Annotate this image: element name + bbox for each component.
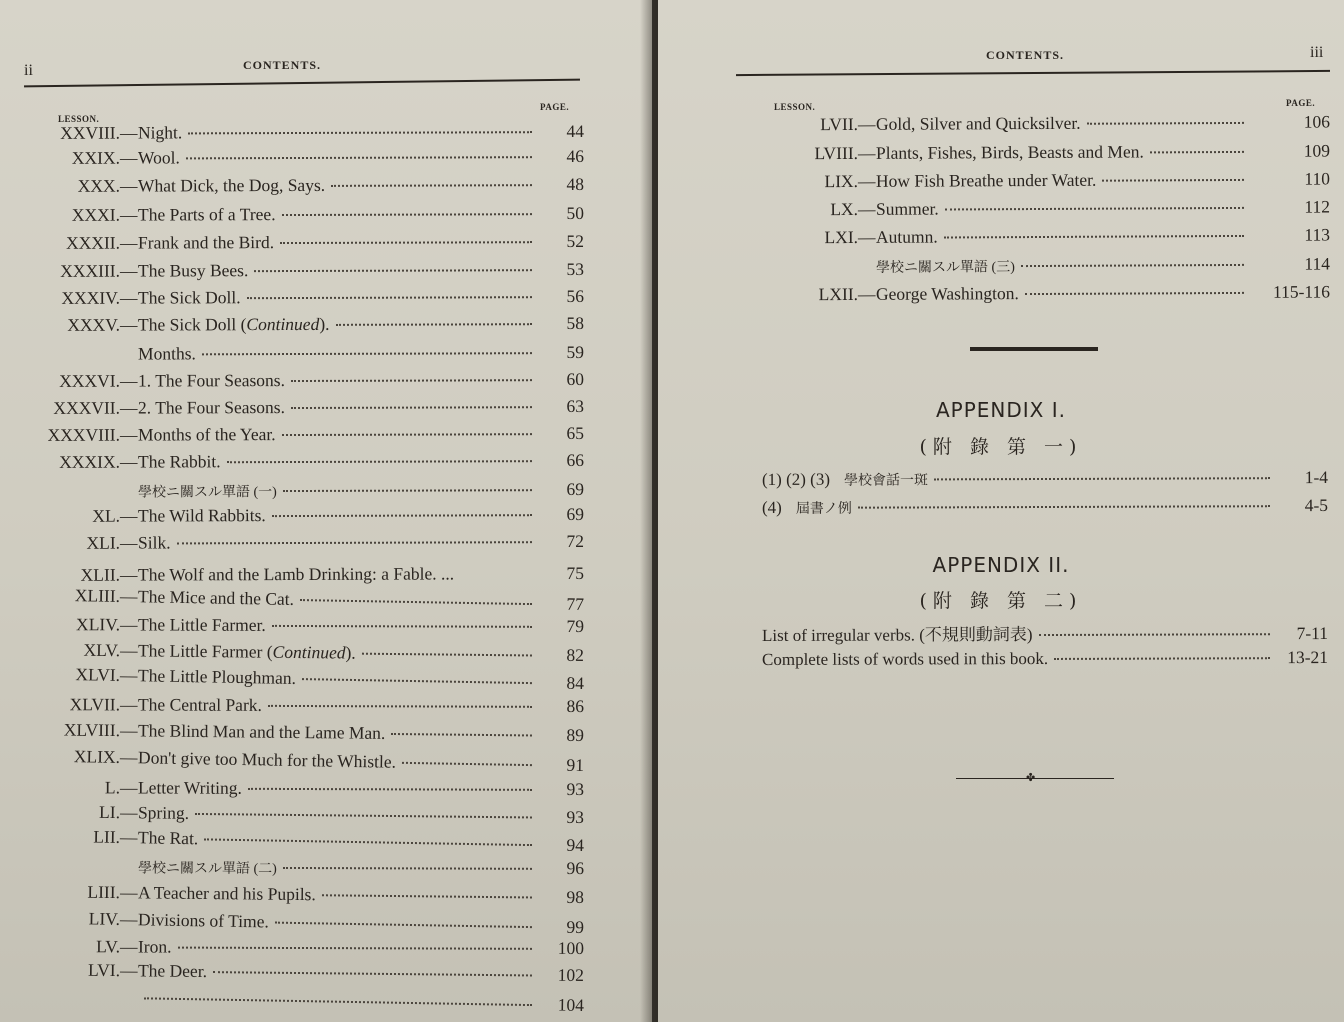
header-rule xyxy=(24,79,580,88)
appendix-entry xyxy=(762,647,1328,670)
page-ref: 56 xyxy=(566,285,585,307)
appendix-label: (1) (2) (3) xyxy=(761,469,831,489)
lesson-dash: — xyxy=(119,532,138,553)
leader-dots xyxy=(1025,292,1244,295)
lesson-title: The Blind Man and the Lame Man. xyxy=(137,720,386,743)
leader-dots xyxy=(272,625,532,628)
lesson-dash: — xyxy=(119,397,138,418)
header-rule xyxy=(736,70,1330,76)
page-ref: 13-21 xyxy=(1287,647,1329,668)
appendix-title: Complete lists of words used in this book. xyxy=(761,648,1049,669)
lesson-title: The Wolf and the Lamb Drinking: a Fable. ... xyxy=(137,563,455,585)
toc-entry xyxy=(10,801,584,828)
page-ref: 77 xyxy=(566,593,585,615)
leader-dots xyxy=(186,156,532,159)
toc-entry xyxy=(10,825,584,856)
page-ref: 112 xyxy=(1304,196,1331,217)
lesson-dash: — xyxy=(857,113,876,134)
page-ref: 46 xyxy=(566,145,585,167)
lesson-dash: — xyxy=(119,777,138,798)
page-ref: 4-5 xyxy=(1304,495,1329,516)
lesson-number: XLVII. xyxy=(69,694,121,715)
toc-entry xyxy=(10,146,584,169)
lesson-number: LVII. xyxy=(820,113,859,135)
toc-entry xyxy=(10,423,584,446)
right-page xyxy=(658,0,1344,1022)
lesson-title: Frank and the Bird. xyxy=(137,232,275,253)
lesson-title: 學校ニ關スル單語 (三) xyxy=(875,260,1015,276)
lesson-dash: — xyxy=(119,314,138,335)
lesson-title: The Wild Rabbits. xyxy=(137,505,266,526)
lesson-number: XL. xyxy=(92,505,121,526)
appendix-title: 學校會話一斑 xyxy=(843,473,929,489)
lesson-dash: — xyxy=(119,122,138,143)
lesson-number: XXXIV. xyxy=(61,287,121,308)
lesson-title: Divisions of Time. xyxy=(137,909,270,932)
leader-dots xyxy=(254,269,532,272)
lesson-title: Letter Writing. xyxy=(137,777,242,798)
leader-dots xyxy=(944,235,1244,239)
toc-entry xyxy=(10,504,584,527)
lesson-title: Summer. xyxy=(875,198,939,219)
toc-entry xyxy=(10,719,584,746)
leader-dots xyxy=(945,207,1244,211)
lesson-dash: — xyxy=(119,640,138,661)
leader-dots xyxy=(1087,122,1244,125)
toc-entry xyxy=(10,479,584,502)
lesson-title: The Deer. xyxy=(137,960,208,982)
lesson-title: Months of the Year. xyxy=(137,424,276,445)
page-ref: 100 xyxy=(557,937,585,959)
page-ref: 114 xyxy=(1304,253,1331,274)
leader-dots xyxy=(282,433,532,436)
lesson-title: The Little Ploughman. xyxy=(137,665,297,688)
lesson-title: 1. The Four Seasons. xyxy=(137,370,286,391)
lesson-dash: — xyxy=(857,142,876,163)
page-column-label: PAGE. xyxy=(540,102,570,112)
leader-dots xyxy=(178,947,532,950)
toc-entry xyxy=(10,342,584,365)
lesson-dash: — xyxy=(119,451,138,472)
appendix-2-subtitle: (附 錄 第 二) xyxy=(919,590,1083,612)
toc-entry xyxy=(10,396,584,419)
lesson-dash: — xyxy=(119,908,138,930)
leader-dots xyxy=(291,406,532,409)
lesson-dash: — xyxy=(119,147,138,168)
lesson-number: XLII. xyxy=(80,564,121,585)
page-ref: 75 xyxy=(566,562,585,584)
page-ref: 98 xyxy=(566,886,585,908)
page-ref: 89 xyxy=(566,724,585,746)
page-ref: 59 xyxy=(566,341,585,363)
lesson-number: XLIX. xyxy=(73,746,121,767)
lesson-number: XLVI. xyxy=(75,664,121,685)
appendix-2-title: APPENDIX II. xyxy=(932,553,1070,577)
page-ref: 72 xyxy=(566,530,585,552)
lesson-title: What Dick, the Dog, Says. xyxy=(137,174,326,196)
lesson-title: Silk. xyxy=(137,532,171,553)
leader-dots xyxy=(331,184,532,187)
page-ref: 60 xyxy=(566,368,585,390)
toc-entry xyxy=(748,224,1330,248)
lesson-title: Months. xyxy=(137,343,196,364)
toc-entry xyxy=(748,281,1330,305)
lesson-dash: — xyxy=(119,694,138,715)
lesson-column-label: LESSON. xyxy=(774,102,816,112)
toc-entry xyxy=(10,985,584,1016)
page-ref: 84 xyxy=(566,672,585,694)
appendix-title: 屆書ノ例 xyxy=(795,501,852,517)
leader-dots xyxy=(282,213,532,216)
page-ref: 69 xyxy=(566,478,585,500)
leader-dots xyxy=(934,477,1270,480)
lesson-number: XLVIII. xyxy=(63,719,121,741)
page-ref: 79 xyxy=(566,615,585,637)
page-ref: 106 xyxy=(1303,111,1331,132)
page-ref: 102 xyxy=(557,964,585,986)
page-header: CONTENTS. xyxy=(986,48,1065,62)
leader-dots xyxy=(283,867,532,870)
appendix-entry xyxy=(762,495,1328,518)
lesson-dash: — xyxy=(119,287,138,308)
leader-dots xyxy=(1054,657,1270,660)
lesson-number: LVI. xyxy=(87,959,121,981)
lesson-number: XLV. xyxy=(83,639,121,661)
toc-entry xyxy=(10,639,584,666)
lesson-number: XLIV. xyxy=(76,614,121,635)
lesson-number: XXXVII. xyxy=(53,397,121,418)
leader-dots xyxy=(177,541,532,544)
toc-entry xyxy=(10,174,584,197)
leader-dots xyxy=(144,997,532,1006)
lesson-column-label: LESSON. xyxy=(58,114,100,124)
page-ref: 82 xyxy=(566,644,585,666)
lesson-title: How Fish Breathe under Water. xyxy=(875,169,1097,191)
leader-dots xyxy=(248,788,532,791)
leader-dots xyxy=(322,894,532,898)
lesson-title: Gold, Silver and Quicksilver. xyxy=(875,112,1081,134)
toc-entry xyxy=(748,168,1330,192)
page-ref: 65 xyxy=(566,422,585,444)
lesson-title: Spring. xyxy=(137,802,190,823)
lesson-dash: — xyxy=(119,585,138,607)
leader-dots xyxy=(275,922,532,928)
leader-dots xyxy=(1102,179,1244,182)
lesson-number: LXI. xyxy=(824,226,859,248)
page-number: iii xyxy=(1310,44,1324,61)
lesson-number: XXXI. xyxy=(71,204,121,225)
lesson-title: Plants, Fishes, Birds, Beasts and Men. xyxy=(875,141,1144,163)
toc-entry xyxy=(10,856,584,879)
lesson-title: The Rabbit. xyxy=(137,451,221,472)
lesson-dash: — xyxy=(119,370,138,391)
left-page xyxy=(0,0,652,1022)
lesson-number: LV. xyxy=(96,936,121,957)
page-ref: 66 xyxy=(566,449,585,471)
lesson-number: XXXV. xyxy=(67,314,121,335)
page-ref: 7-11 xyxy=(1296,623,1329,644)
toc-entry xyxy=(10,313,584,336)
leader-dots xyxy=(402,762,532,766)
lesson-dash: — xyxy=(857,170,876,191)
lesson-dash: — xyxy=(857,283,876,304)
lesson-dash: — xyxy=(119,260,138,281)
lesson-title: The Little Farmer (Continued). xyxy=(137,640,356,663)
toc-entry xyxy=(10,959,584,986)
toc-entry xyxy=(10,745,584,776)
lesson-dash: — xyxy=(119,720,138,741)
toc-entry xyxy=(10,121,584,144)
page-ref: 109 xyxy=(1303,140,1331,161)
lesson-number: XLI. xyxy=(86,532,121,553)
toc-entry xyxy=(10,881,584,908)
leader-dots xyxy=(300,599,532,605)
lesson-title: Autumn. xyxy=(875,226,938,247)
leader-dots xyxy=(272,514,532,517)
lesson-number: XXXII. xyxy=(66,232,121,253)
toc-entry xyxy=(10,614,584,637)
lesson-dash: — xyxy=(119,204,138,225)
page-ref: 110 xyxy=(1304,168,1331,189)
lesson-number xyxy=(10,1001,120,1003)
lesson-title: The Busy Bees. xyxy=(137,260,249,281)
page-ref: 93 xyxy=(566,778,585,800)
lesson-number: LIV. xyxy=(88,908,121,929)
leader-dots xyxy=(195,813,532,819)
toc-entry xyxy=(10,584,584,615)
lesson-title: 2. The Four Seasons. xyxy=(137,397,286,418)
toc-entry xyxy=(10,694,584,717)
leader-dots xyxy=(280,241,532,244)
lesson-title: The Parts of a Tree. xyxy=(137,204,276,225)
toc-entry xyxy=(10,369,584,392)
lesson-number xyxy=(748,272,858,273)
toc-entry xyxy=(10,663,584,694)
toc-entry xyxy=(748,111,1330,135)
page-ref: 91 xyxy=(566,754,585,776)
page-ref: 50 xyxy=(566,202,585,224)
page-header: CONTENTS. xyxy=(243,58,322,72)
page-ref: 99 xyxy=(566,916,585,938)
leader-dots xyxy=(283,489,532,492)
ornament-icon: ✤ xyxy=(1026,771,1036,784)
leader-dots xyxy=(291,379,532,382)
lesson-title: The Sick Doll. xyxy=(137,287,241,308)
lesson-dash: — xyxy=(119,424,138,445)
page-ref: 48 xyxy=(566,173,585,195)
leader-dots xyxy=(1150,151,1244,153)
lesson-dash: — xyxy=(119,746,138,768)
leader-dots xyxy=(188,131,532,134)
lesson-number: XXIX. xyxy=(71,147,121,168)
lesson-number: LX. xyxy=(830,198,859,220)
lesson-dash: — xyxy=(119,882,138,903)
lesson-title: The Central Park. xyxy=(137,694,262,715)
leader-dots xyxy=(1021,264,1244,267)
page-ref: 96 xyxy=(566,857,585,879)
appendix-entry xyxy=(762,467,1328,490)
lesson-number: XXX. xyxy=(77,175,121,196)
leader-dots xyxy=(213,971,532,976)
toc-entry xyxy=(10,531,584,554)
toc-entry xyxy=(748,253,1330,277)
leader-dots xyxy=(858,505,1270,508)
lesson-number: XXXVI. xyxy=(59,370,121,391)
lesson-title: 學校ニ關スル單語 (二) xyxy=(137,861,277,877)
lesson-dash: — xyxy=(119,614,138,635)
page-ref: 63 xyxy=(566,395,585,417)
appendix-entry xyxy=(762,619,1328,646)
lesson-number: L. xyxy=(104,777,121,798)
toc-entry xyxy=(10,286,584,309)
lesson-title: 學校ニ關スル單語 (一) xyxy=(137,485,277,501)
toc-entry xyxy=(10,563,584,586)
lesson-title: The Rat. xyxy=(137,827,199,849)
lesson-number: XXXVIII. xyxy=(47,424,121,445)
leader-dots xyxy=(1039,633,1270,636)
page-column-label: PAGE. xyxy=(1286,98,1316,108)
lesson-dash: — xyxy=(119,664,138,686)
leader-dots xyxy=(302,678,532,684)
page-number: ii xyxy=(24,62,33,79)
toc-entry xyxy=(10,203,584,226)
section-divider xyxy=(970,347,1098,351)
lesson-number: XXXIII. xyxy=(60,260,121,281)
toc-entry xyxy=(10,231,584,254)
lesson-title: The Sick Doll (Continued). xyxy=(137,313,330,335)
toc-entry xyxy=(10,907,584,938)
toc-entry xyxy=(748,196,1330,220)
lesson-title: Night. xyxy=(137,122,183,143)
page-ref: 58 xyxy=(566,312,585,334)
lesson-title: The Mice and the Cat. xyxy=(137,586,295,609)
appendix-1-title: APPENDIX I. xyxy=(935,398,1066,422)
toc-entry xyxy=(10,450,584,473)
page-ref: 53 xyxy=(566,258,585,280)
lesson-title: The Little Farmer. xyxy=(137,614,266,635)
lesson-dash: — xyxy=(119,936,138,957)
page-ref: 93 xyxy=(566,806,585,828)
page-ref: 1-4 xyxy=(1304,467,1329,488)
lesson-dash: — xyxy=(119,960,138,981)
lesson-number: LI. xyxy=(99,801,121,823)
appendix-label: (4) xyxy=(761,497,782,517)
lesson-dash: — xyxy=(119,505,138,526)
lesson-number: XLIII. xyxy=(74,585,121,606)
leader-dots xyxy=(204,838,532,846)
leader-dots xyxy=(227,460,532,463)
toc-entry xyxy=(10,259,584,282)
toc-entry xyxy=(748,140,1330,164)
lesson-number: XXXIX. xyxy=(59,451,121,472)
lesson-number: LII. xyxy=(93,826,121,847)
page-ref: 86 xyxy=(566,695,585,717)
leader-dots xyxy=(362,653,532,657)
lesson-dash: — xyxy=(119,232,138,253)
lesson-number: LIII. xyxy=(87,881,121,903)
toc-entry xyxy=(10,936,584,959)
leader-dots xyxy=(391,733,532,736)
page-ref: 94 xyxy=(566,834,585,856)
lesson-number: XXVIII. xyxy=(60,122,121,143)
page-ref: 69 xyxy=(566,503,585,525)
page-ref: 44 xyxy=(566,120,585,142)
page-ref: 115-116 xyxy=(1272,281,1331,302)
lesson-dash: — xyxy=(119,564,138,585)
lesson-title: Wool. xyxy=(137,147,180,168)
leader-dots xyxy=(336,323,532,326)
lesson-dash: — xyxy=(857,226,876,247)
page-ref: 52 xyxy=(566,230,585,252)
lesson-dash: — xyxy=(119,175,138,196)
lesson-number: LXII. xyxy=(818,283,859,305)
leader-dots xyxy=(202,352,532,355)
lesson-number: LIX. xyxy=(824,170,859,192)
lesson-title: Iron. xyxy=(137,936,172,957)
lesson-dash: — xyxy=(119,826,138,848)
leader-dots xyxy=(268,705,532,708)
lesson-dash: — xyxy=(119,802,138,823)
leader-dots xyxy=(247,296,532,299)
toc-entry xyxy=(10,777,584,800)
lesson-dash: — xyxy=(857,198,876,219)
appendix-title: List of irregular verbs. (不規則動詞表) xyxy=(761,625,1033,645)
page-ref: 113 xyxy=(1304,224,1331,245)
lesson-title: A Teacher and his Pupils. xyxy=(137,882,316,905)
lesson-number: LVIII. xyxy=(814,142,859,164)
appendix-1-subtitle: (附 錄 第 一) xyxy=(919,436,1083,458)
lesson-title: Don't give too Much for the Whistle. xyxy=(137,747,397,772)
page-ref: 104 xyxy=(557,994,585,1016)
lesson-title: George Washington. xyxy=(875,283,1019,304)
